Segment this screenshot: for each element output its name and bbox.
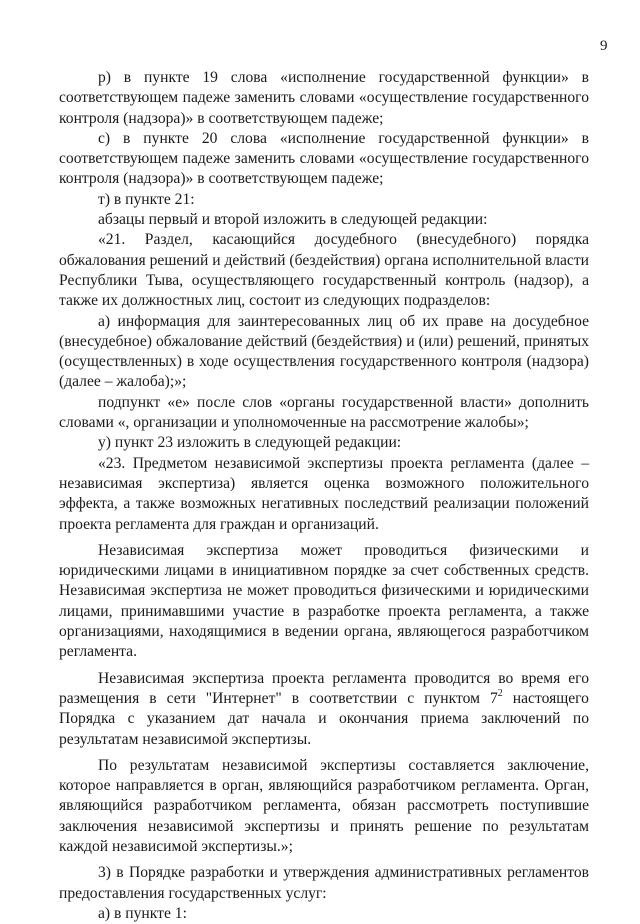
paragraph-23-3-after: настоящего Порядка с указанием дат начала и окончания приема заключений по результатам независимой экспертизы.	[59, 689, 589, 748]
paragraph-s: с) в пункте 20 слова «исполнение государственной функции» в соответствующем падеже заменить словами «осуществление государственного контроля (надзора)» в соответствующем падеже;	[59, 129, 589, 188]
paragraph-r: р) в пункте 19 слова «исполнение государственной функции» в соответствующем падеже заменить словами «осуществление государственного контроля (надзора)» в соответствующем падеже;	[59, 69, 589, 127]
paragraph-21: «21. Раздел, касающийся досудебного (внесудебного) порядка обжалования решений и действий (бездействия) органа исполнительной власти Республики Тыва, осуществляющего государственный контроль (надзор), а также их должностных лиц, состоит из следующих подразделов:	[59, 231, 589, 310]
paragraph-23: «23. Предметом независимой экспертизы проекта регламента (далее – независимая экспертиза) является оценка возможного положительного эффекта, а также возможных негативных последствий реализации положений проекта регламента для граждан и организаций.	[59, 454, 589, 533]
paragraph-23-3-before: Независимая экспертиза проекта регламента проводится во время его размещения в сети "Интернет" в соответствии с пунктом 7	[59, 669, 589, 707]
paragraph-23-2: Независимая экспертиза может проводиться физическими и юридическими лицами в инициативном порядке за счет собственных средств. Независимая экспертиза не может проводиться физическими и юридическими лицами, принимавшими участие в разработке проекта регламента, а также организациями, находящимися в ведении органа, являющегося разработчиком регламента.	[59, 541, 589, 661]
paragraph-abzatsy: абзацы первый и второй изложить в следующей редакции:	[98, 211, 488, 229]
paragraph-3-a: а) в пункте 1:	[98, 904, 187, 922]
paragraph-podpunkt-e: подпункт «е» после слов «органы государственной власти» дополнить словами «, организации и уполномоченные на рассмотрение жалобы»;	[59, 393, 589, 432]
page-number: 9	[600, 38, 608, 54]
paragraph-t: т) в пункте 21:	[98, 190, 195, 208]
document-body	[59, 68, 589, 924]
paragraph-3: 3) в Порядке разработки и утверждения административных регламентов предоставления государственных услуг:	[59, 864, 589, 902]
paragraph-23-4: По результатам независимой экспертизы составляется заключение, которое направляется в орган, являющийся разработчиком регламента. Орган, являющийся разработчиком регламента, обязан рассмотреть поступившие заключения независимой экспертизы и принять решение по результатам каждой независимой экспертизы.»;	[59, 756, 589, 855]
paragraph-u: у) пункт 23 изложить в следующей редакции:	[98, 434, 402, 452]
paragraph-23-3-superscript: 2	[497, 687, 503, 699]
paragraph-23-3	[59, 669, 589, 750]
paragraph-21-a: а) информация для заинтересованных лиц об их праве на досудебное (внесудебное) обжалование действий (бездействия) и (или) решений, принятых (осуществленных) в ходе осуществления государственного контроля (надзора) (далее – жалоба);»;	[59, 312, 589, 391]
